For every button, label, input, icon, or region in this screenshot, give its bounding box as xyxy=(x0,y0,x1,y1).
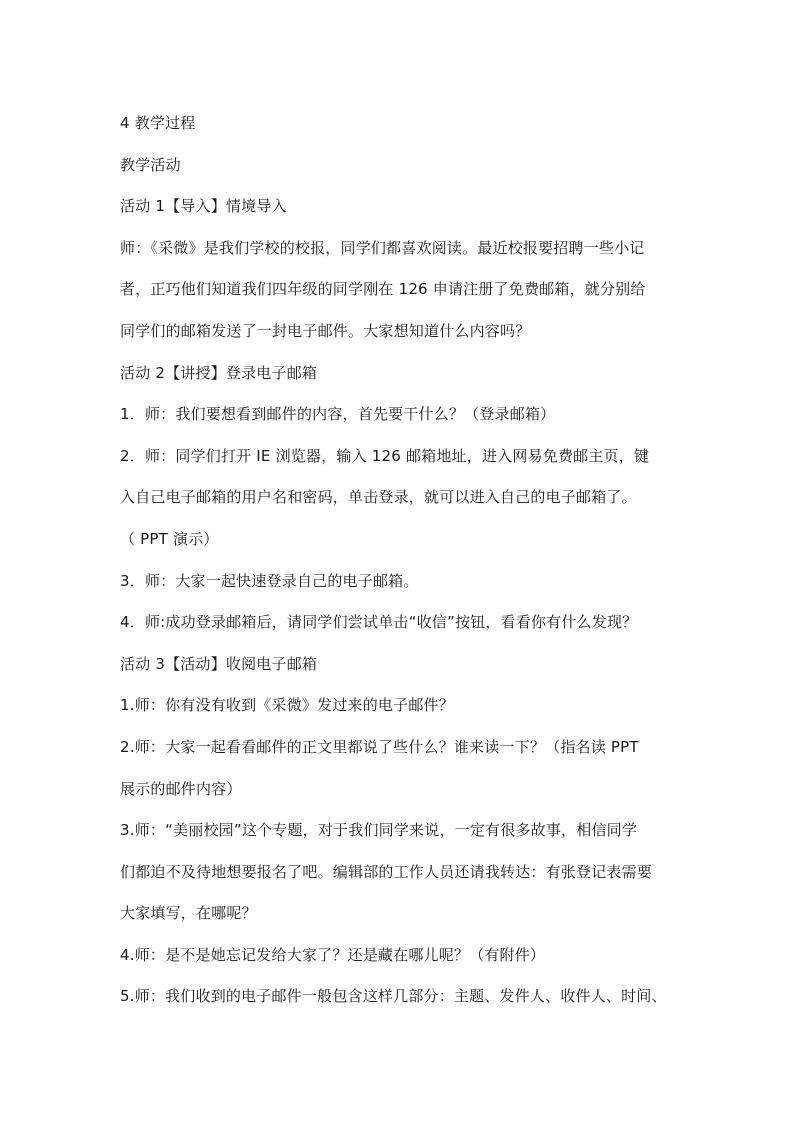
paragraph-line: 3.师：“美丽校园”这个专题，对于我们同学来说，一定有很多故事，相信同学 xyxy=(120,821,638,840)
activity-title: 活动 2【讲授】登录电子邮箱 xyxy=(120,363,318,382)
paragraph-line: 2．师：同学们打开 IE 浏览器，输入 126 邮箱地址，进入网易免费邮主页，键 xyxy=(120,446,650,465)
paragraph-line: 入自己电子邮箱的用户名和密码，单击登录，就可以进入自己的电子邮箱了。 xyxy=(120,488,637,507)
paragraph-line: 2.师：大家一起看看邮件的正文里都说了些什么？谁来读一下？（指名读 PPT xyxy=(120,737,639,756)
activity-title: 活动 1【导入】情境导入 xyxy=(120,197,287,216)
paragraph-line: 大家填写，在哪呢？ xyxy=(120,904,257,923)
activity-title: 活动 3【活动】收阅电子邮箱 xyxy=(120,654,318,673)
paragraph-line: （ PPT 演示） xyxy=(120,529,219,548)
section-heading: 4 教学过程 xyxy=(120,114,196,132)
paragraph-line: 师：《采微》是我们学校的校报，同学们都喜欢阅读。最近校报要招聘一些小记 xyxy=(120,238,645,257)
paragraph-line: 者，正巧他们知道我们四年级的同学刚在 126 申请注册了免费邮箱，就分别给 xyxy=(120,280,646,299)
paragraph-line: 1.师：你有没有收到《采微》发过来的电子邮件？ xyxy=(120,696,454,715)
paragraph-line: 展示的邮件内容） xyxy=(120,779,242,798)
paragraph-line: 1．师：我们要想看到邮件的内容，首先要干什么？（登录邮箱） xyxy=(120,405,556,424)
paragraph-line: 3．师：大家一起快速登录自己的电子邮箱。 xyxy=(120,571,419,590)
paragraph-line: 们都迫不及待地想要报名了吧。编辑部的工作人员还请我转达：有张登记表需要 xyxy=(120,862,653,881)
paragraph-line: 同学们的邮箱发送了一封电子邮件。大家想知道什么内容吗？ xyxy=(120,321,531,340)
document-page xyxy=(120,103,680,1018)
subheading: 教学活动 xyxy=(120,155,181,174)
paragraph-line: 4．师:成功登录邮箱后，请同学们尝试单击“收信”按钮，看看你有什么发现？ xyxy=(120,613,638,632)
paragraph-line: 4.师：是不是她忘记发给大家了？还是藏在哪儿呢？（有附件） xyxy=(120,945,546,964)
paragraph-line: 5.师：我们收到的电子邮件一般包含这样几部分：主题、发件人、收件人、时间、 xyxy=(120,987,667,1006)
